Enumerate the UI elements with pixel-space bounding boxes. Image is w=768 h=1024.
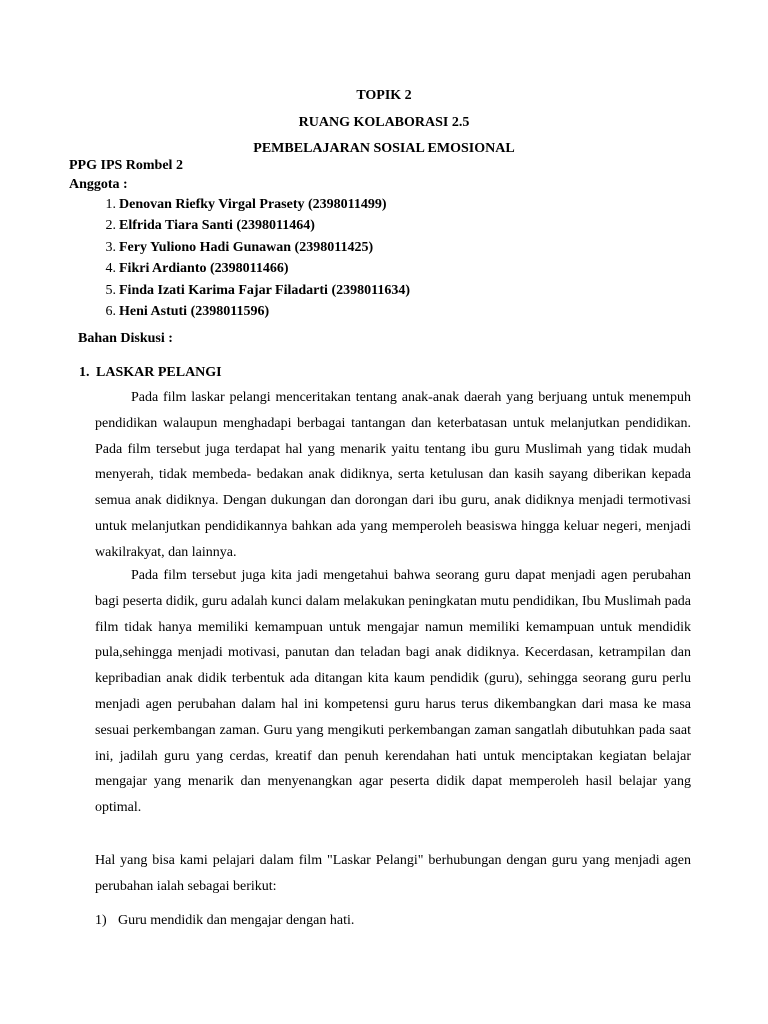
list-item-number: 1) (95, 913, 107, 928)
paragraph-2: Pada film tersebut juga kita jadi mengetahui bahwa seorang guru dapat menjadi agen perubahan bagi peserta didik, guru adalah kunci dalam melakukan peningkatan mutu pendidikan, Ibu Muslimah pada film tidak hanya memiliki kemampuan untuk mengajar namun memiliki kemampuan untuk mendidik pula,sehingga menjadi motivasi, panutan dan teladan bagi anak didiknya. Kecerdasan, ketrampilan dan kepribadian anak didik terbentuk ada ditangan kita kaum pendidik (guru), sehingga seorang guru perlu menjadi agen perubahan dalam hal ini kompetensi guru harus terus dikembangkan dari masa ke masa sesuai perkembangan zaman. Guru yang mengikuti perkembangan zaman sangatlah dibutuhkan pada saat ini, jadilah guru yang cerdas, kreatif dan penuh kerendahan hati untuk menciptakan kegiatan belajar mengajar yang menarik dan menyenangkan agar peserta didik dapat memperoleh hasil belajar yang optimal. (95, 568, 691, 816)
member-item (69, 280, 410, 301)
member-number: 1. (105, 197, 116, 212)
members-list (69, 194, 410, 322)
section-title: LASKAR PELANGI (96, 365, 222, 380)
section-heading (79, 364, 222, 382)
member-number: 2. (105, 218, 116, 234)
paragraph-1: Pada film laskar pelangi menceritakan tentang anak-anak daerah yang berjuang untuk menempuh pendidikan walaupun menghadapi berbagai tantangan dan keterbatasan untuk melanjutkan pendidikan. Pada film tersebut juga terdapat hal yang menarik yaitu tentang ibu guru Muslimah yang tidak mudah menyerah, tidak membeda- bedakan anak didiknya, serta ketulusan dan kasih sayang diberikan kepada semua anak didiknya. Dengan dukungan dan dorongan dari ibu guru, anak didiknya menjadi termotivasi untuk melanjutkan pendidikannya bahkan ada yang memperoleh beasiswa hingga keluar negeri, menjadi wakilrakyat, dan lainnya. (95, 390, 691, 560)
group-name: PPG IPS Rombel 2 (69, 158, 183, 173)
member-name: Fikri Ardianto (2398011466) (119, 261, 289, 277)
member-item (69, 258, 410, 279)
member-item (69, 237, 410, 258)
member-number: 6. (105, 303, 116, 319)
member-name: Denovan Riefky Virgal Prasety (2398011499) (119, 197, 387, 212)
member-item (69, 301, 410, 322)
paragraph-3: Hal yang bisa kami pelajari dalam film "Laskar Pelangi" berhubungan dengan guru yang menjadi agen perubahan ialah sebagai berikut: (95, 853, 691, 894)
list-item-text: Guru mendidik dan mengajar dengan hati. (118, 913, 355, 928)
discussion-label: Bahan Diskusi : (78, 331, 173, 346)
member-number: 5. (105, 282, 116, 298)
members-label: Anggota : (69, 177, 128, 192)
member-name: Elfrida Tiara Santi (2398011464) (119, 218, 315, 234)
member-name: Heni Astuti (2398011596) (119, 303, 270, 319)
list-item (95, 912, 354, 930)
member-item (69, 194, 410, 215)
member-name: Fery Yuliono Hadi Gunawan (2398011425) (119, 239, 374, 255)
topic-title: TOPIK 2 (356, 88, 412, 103)
collab-room-title: RUANG KOLABORASI 2.5 (298, 115, 470, 130)
member-number: 4. (105, 261, 116, 277)
member-number: 3. (105, 239, 116, 255)
subject-title: PEMBELAJARAN SOSIAL EMOSIONAL (253, 141, 515, 156)
member-name: Finda Izati Karima Fajar Filadarti (2398011634) (119, 282, 410, 298)
member-item (69, 215, 410, 236)
section-number: 1. (79, 365, 90, 380)
